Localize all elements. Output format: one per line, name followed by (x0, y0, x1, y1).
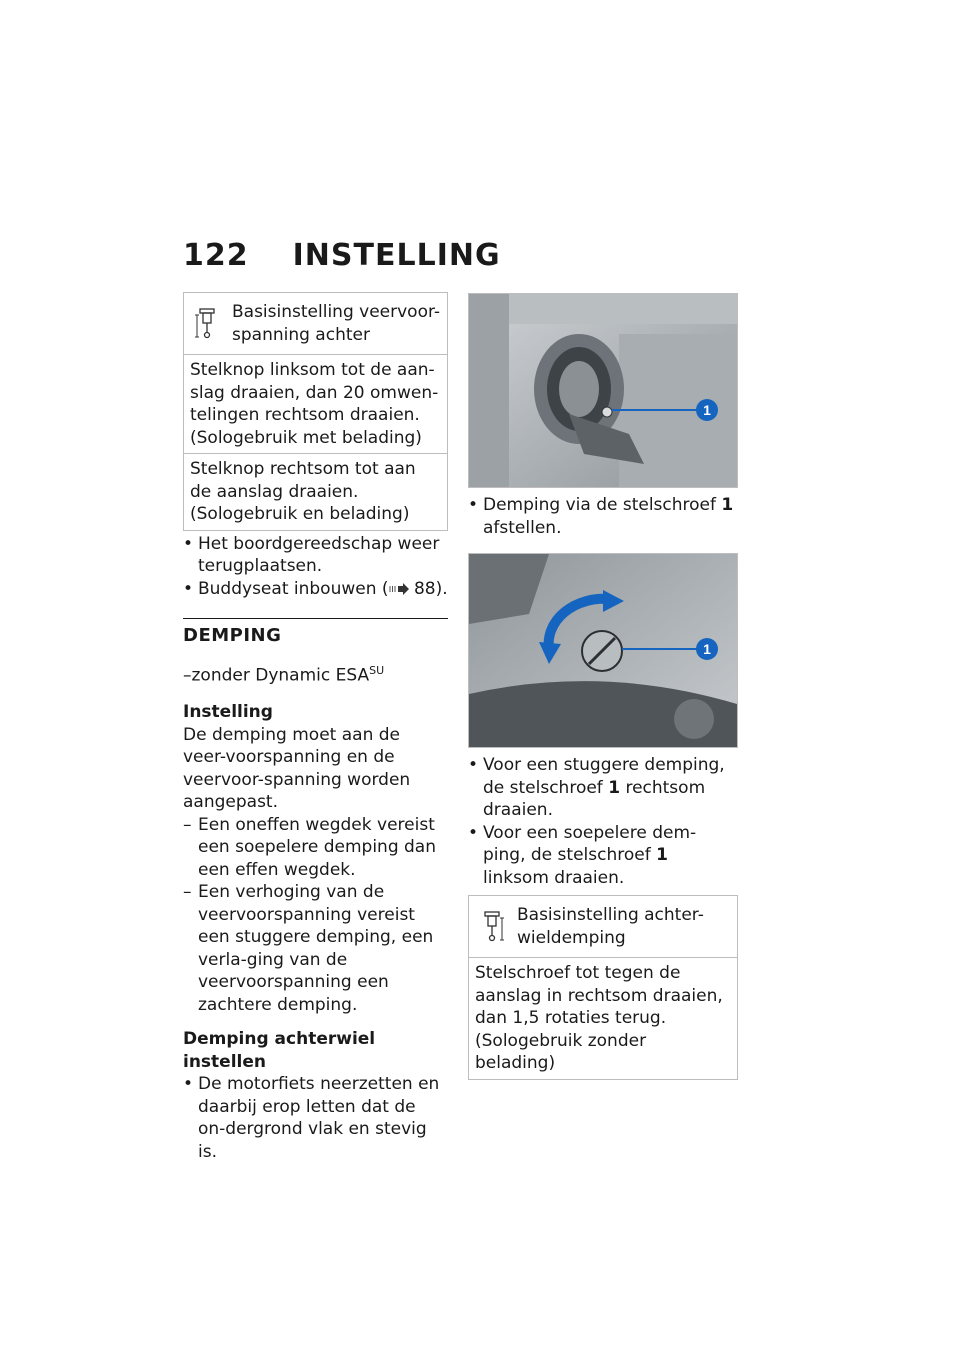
callout-label: 1 (703, 402, 711, 418)
spec-row: Stelknop rechtsom tot aan de aanslag draaien. (Sologebruik en belading) (184, 453, 447, 530)
spec-title: Basisinstelling veervoor-spanning achter (232, 302, 441, 345)
subheading-instelling: Instelling (183, 702, 273, 723)
page-number: 122 (183, 238, 249, 273)
spec-header (469, 896, 737, 958)
bullet-item: • De motorfiets neerzetten en daarbij erop letten dat de on-dergrond vlak en stevig is. (183, 1073, 448, 1163)
section-heading: DEMPING (183, 618, 448, 646)
photo-damping-screw (468, 553, 738, 748)
photo-illustration (469, 294, 737, 487)
spec-box-preload (183, 292, 448, 531)
bullet-item: • Demping via de stelschroef 1 afstellen. (468, 494, 738, 539)
photo-spring-preload (468, 293, 738, 488)
spec-row: Stelknop linksom tot de aan-slag draaien, dan 20 omwen-telingen rechtsom draaien. (Sologebruik met belading) (184, 354, 447, 453)
dash-item: – Een oneffen wegdek vereist een soepelere demping dan een effen wegdek. (183, 814, 448, 882)
variant-note: –zonder Dynamic $ESA^{SU}$ (183, 664, 385, 686)
subheading-demping: Demping achterwiel instellen (183, 1029, 376, 1072)
intro-paragraph: De demping moet aan de veer-voorspanning en de veervoor-spanning worden aangepast. (183, 724, 411, 813)
spec-row: Stelschroef tot tegen de aanslag in rechtsom draaien, dan 1,5 rotaties terug. (Sologebruik zonder belading) (475, 963, 723, 1073)
dash-item: – Een verhoging van de veervoorspanning vereist een stuggere demping, een verla-ging van de veervoorspanning een zachtere demping. (183, 881, 448, 1016)
page-header (183, 238, 501, 273)
bullet-item: • Het boordgereedschap weer terugplaatsen. (183, 533, 448, 578)
photo-illustration (469, 554, 737, 747)
callout-label: 1 (703, 641, 711, 657)
spec-title: Basisinstelling achter-wieldemping (517, 905, 704, 948)
chapter-title: INSTELLING (292, 238, 501, 273)
page-reference-arrow-icon (389, 583, 409, 595)
spec-header (184, 293, 447, 354)
tool-specification-icon (194, 305, 220, 341)
spec-box-damping (468, 895, 738, 1080)
right-column (468, 293, 738, 1080)
bullet-item: • Voor een stuggere demping, de stelschroef 1 rechtsom draaien. (468, 754, 738, 822)
left-column (183, 292, 448, 1163)
bullet-item: • Voor een soepelere dem-ping, de stelschroef 1 linksom draaien. (468, 822, 738, 890)
bullet-item-ref: • Buddyseat inbouwen ( 88). (183, 578, 448, 601)
tool-specification-icon (479, 908, 505, 944)
